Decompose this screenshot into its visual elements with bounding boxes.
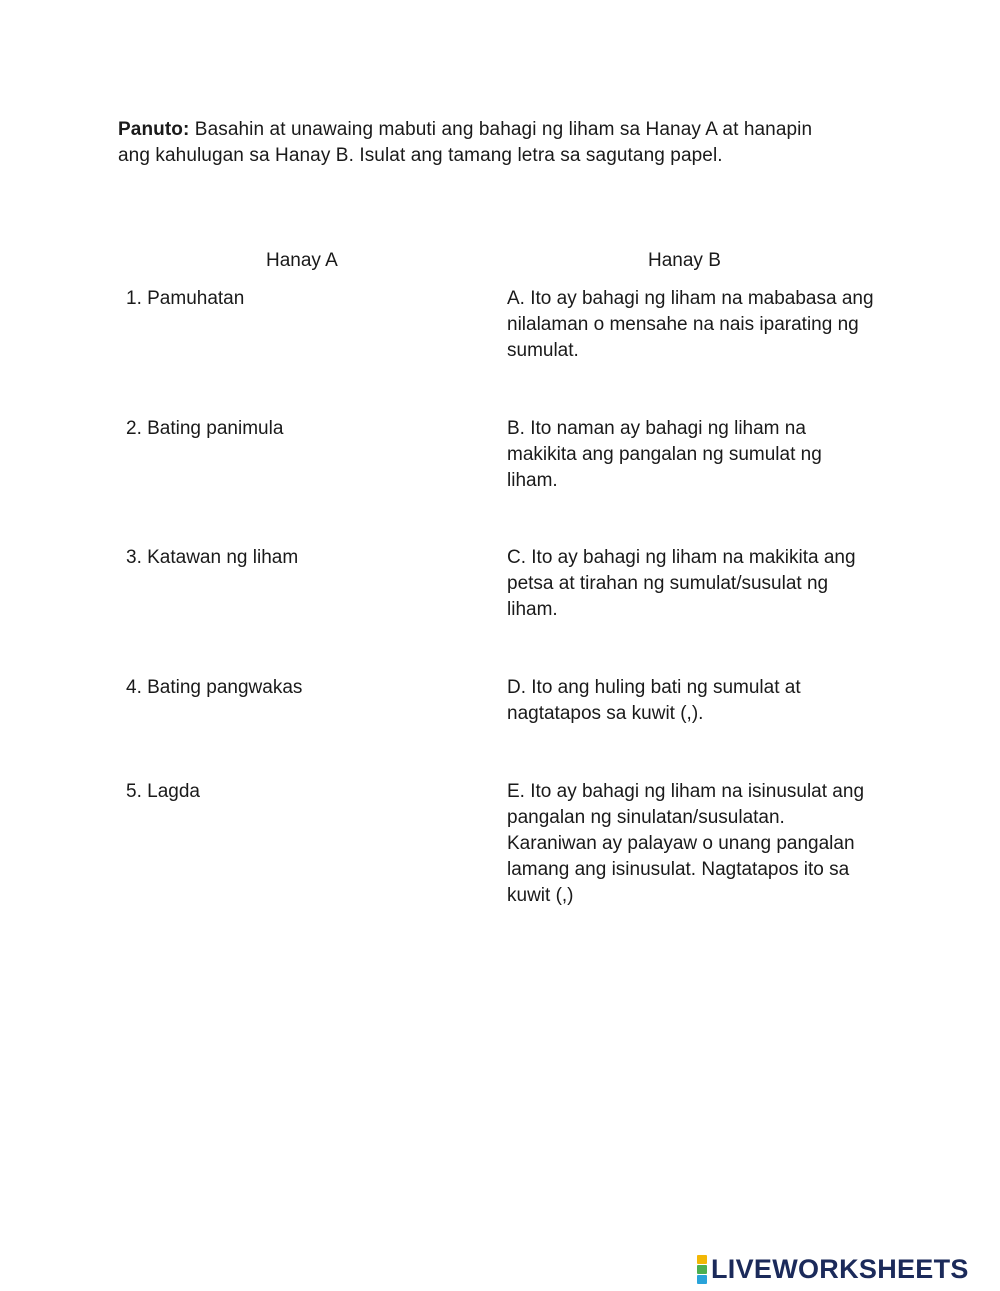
- liveworksheets-logo: [697, 1254, 969, 1284]
- hanay-a-item-5: 5. Lagda: [126, 781, 200, 802]
- hanay-b-item-e: E. Ito ay bahagi ng liham na isinusulat ang pangalan ng sinulatan/susulatan. Karaniwan ay palayaw o unang pangalan lamang ang isinusulat. Nagtatapos ito sa kuwit (,): [507, 781, 865, 906]
- hanay-b-item-d: D. Ito ang huling bati ng sumulat at nagtatapos sa kuwit (,).: [507, 677, 801, 724]
- instructions-text: Basahin at unawaing mabuti ang bahagi ng liham sa Hanay A at hanapin ang kahulugan sa Hanay B. Isulat ang tamang letra sa sagutang papel.: [118, 119, 813, 166]
- hanay-a-item-2: 2. Bating panimula: [126, 418, 284, 439]
- instructions: [118, 117, 838, 169]
- column-header-b: Hanay B: [648, 250, 721, 271]
- logo-text: LIVEWORKSHEETS: [711, 1253, 969, 1284]
- instructions-label: Panuto:: [118, 119, 190, 140]
- logo-block-blue: [697, 1275, 707, 1284]
- logo-block-yellow: [697, 1255, 707, 1264]
- hanay-b-item-a: A. Ito ay bahagi ng liham na mababasa ang nilalaman o mensahe na nais iparating ng sumulat.: [507, 288, 874, 361]
- hanay-b-item-c: C. Ito ay bahagi ng liham na makikita ang petsa at tirahan ng sumulat/susulat ng liham.: [507, 547, 856, 620]
- logo-mark-icon: [697, 1255, 707, 1284]
- column-header-a: Hanay A: [266, 250, 338, 271]
- hanay-a-item-3: 3. Katawan ng liham: [126, 547, 299, 568]
- hanay-a-item-1: 1. Pamuhatan: [126, 288, 245, 309]
- hanay-a-item-4: 4. Bating pangwakas: [126, 677, 303, 698]
- logo-block-green: [697, 1265, 707, 1274]
- hanay-b-item-b: B. Ito naman ay bahagi ng liham na makikita ang pangalan ng sumulat ng liham.: [507, 418, 822, 491]
